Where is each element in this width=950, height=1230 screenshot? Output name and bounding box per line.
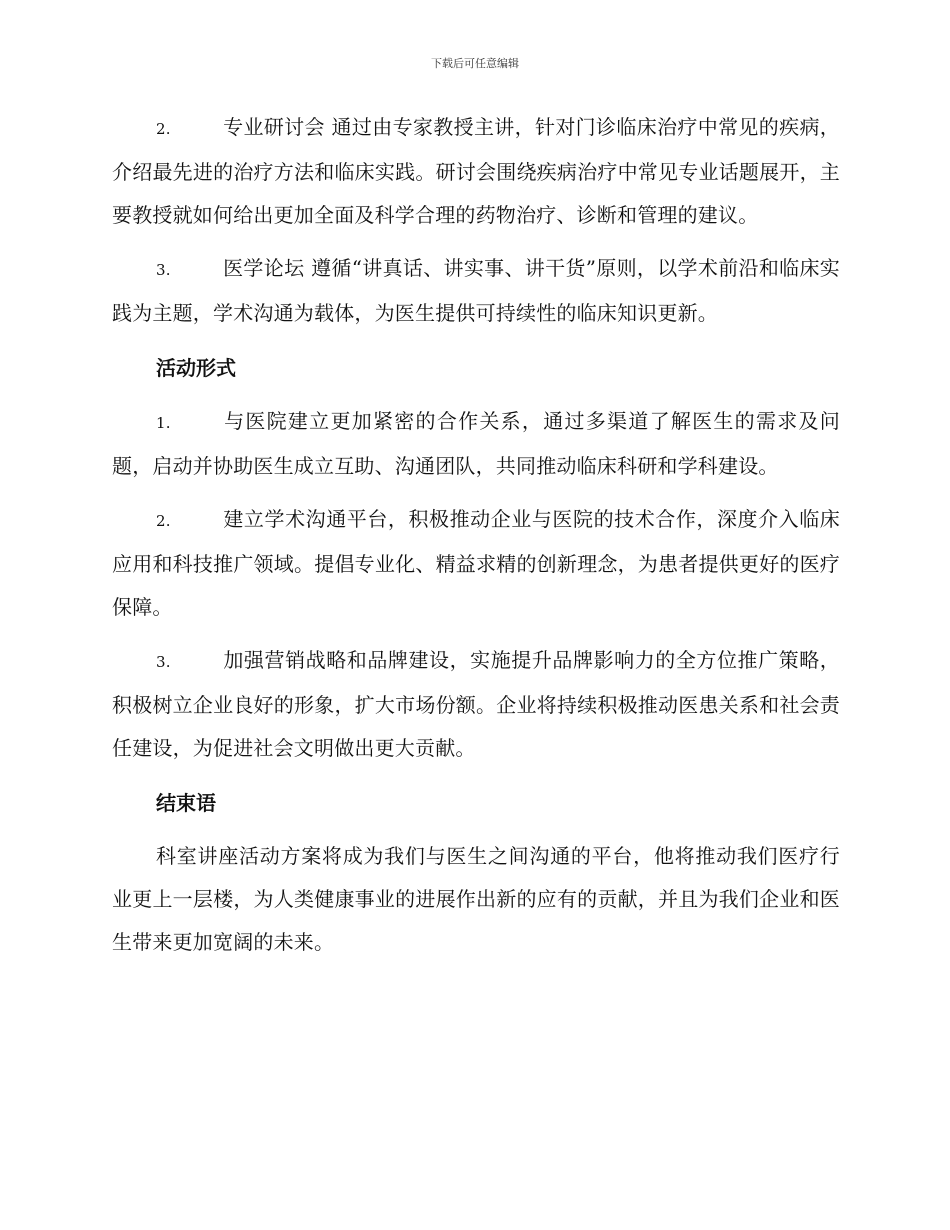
list-text: 与医院建立更加紧密的合作关系，通过多渠道了解医生的需求及问题，启动并协助医生成立互助、沟通团队，共同推动临床科研和学科建设。	[112, 409, 840, 478]
list-text: 加强营销战略和品牌建设，实施提升品牌影响力的全方位推广策略，积极树立企业良好的形象，扩大市场份额。企业将持续积极推动医患关系和社会责任建设，为促进社会文明做出更大贡献。	[112, 648, 840, 760]
list-text: 建立学术沟通平台，积极推动企业与医院的技术合作，深度介入临床应用和科技推广领域。提倡专业化、精益求精的创新理念，为患者提供更好的医疗保障。	[112, 507, 840, 619]
list-text: 专业研讨会 通过由专家教授主讲，针对门诊临床治疗中常见的疾病，介绍最先进的治疗方法和临床实践。研讨会围绕疾病治疗中常见专业话题展开，主要教授就如何给出更加全面及科学合理的药物治疗、诊断和管理的建议。	[112, 115, 840, 227]
list-item	[112, 247, 840, 335]
list-number: 1.	[156, 414, 171, 432]
list-item	[112, 639, 840, 770]
list-item	[112, 106, 840, 237]
section-heading-conclusion: 结束语	[156, 791, 216, 815]
list-item	[112, 498, 840, 629]
list-number: 3.	[156, 261, 171, 279]
list-number: 2.	[156, 120, 171, 138]
document-body	[112, 106, 840, 964]
page-header: 下载后可任意编辑	[431, 57, 519, 70]
section-heading-activity: 活动形式	[156, 356, 236, 380]
list-item	[112, 400, 840, 488]
conclusion-paragraph: 科室讲座活动方案将成为我们与医生之间沟通的平台，他将推动我们医疗行业更上一层楼，为人类健康事业的进展作出新的应有的贡献，并且为我们企业和医生带来更加宽阔的未来。	[112, 844, 840, 954]
list-number: 2.	[156, 512, 171, 530]
list-number: 3.	[156, 653, 171, 671]
list-text: 医学论坛 遵循“讲真话、讲实事、讲干货”原则，以学术前沿和临床实践为主题，学术沟通为载体，为医生提供可持续性的临床知识更新。	[112, 256, 840, 325]
